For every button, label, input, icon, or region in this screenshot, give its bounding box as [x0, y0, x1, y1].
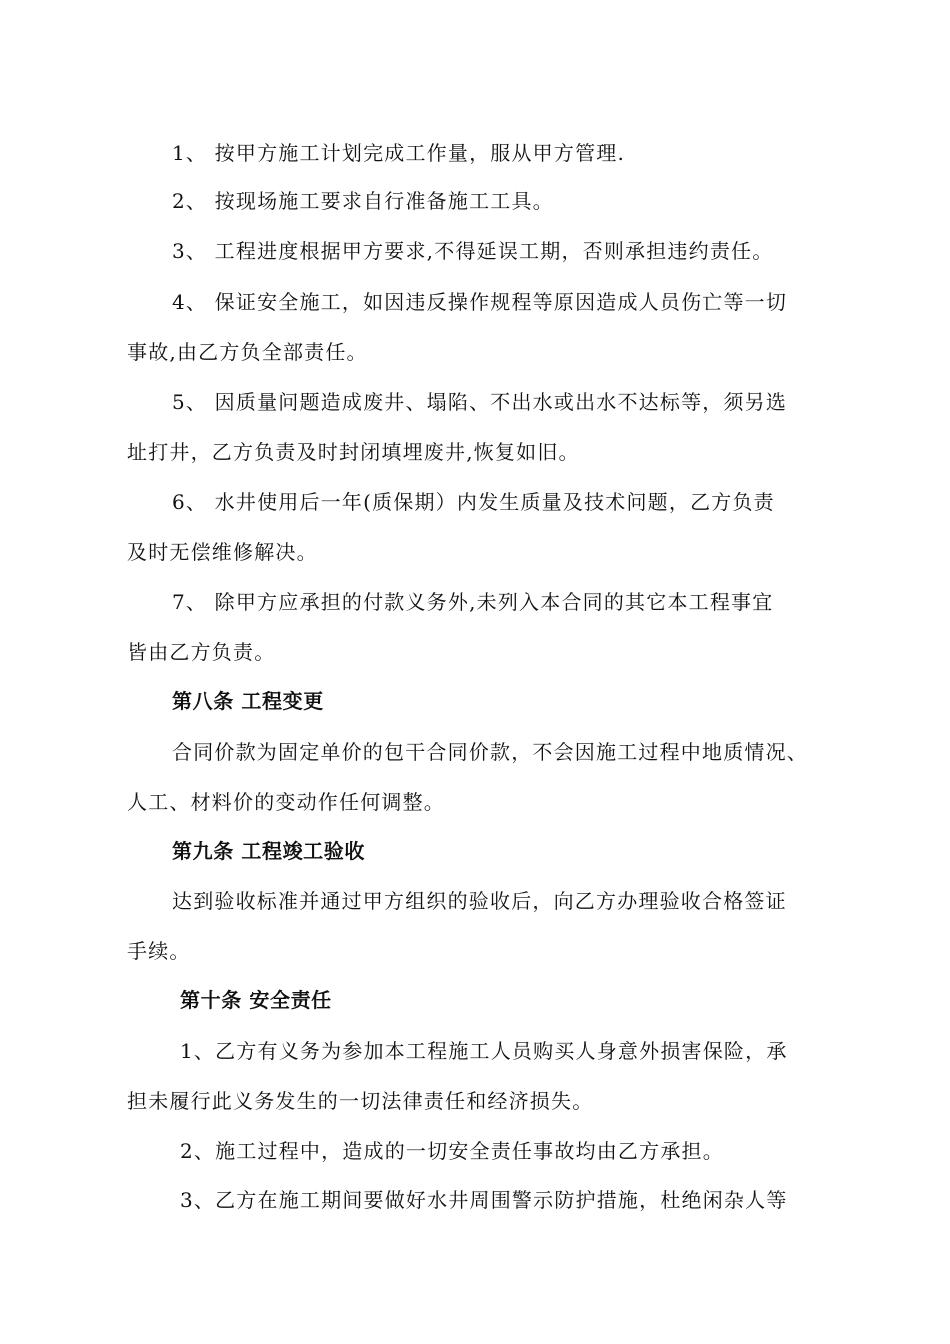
article-8-heading: 第八条 工程变更	[172, 689, 324, 713]
clause-4-continued: 事故,由乙方负全部责任。	[127, 340, 368, 364]
article-9-text-line: 达到验收标准并通过甲方组织的验收后，向乙方办理验收合格签证	[172, 889, 787, 913]
article-10-clause-1-continued: 担未履行此义务发生的一切法律责任和经济损失。	[127, 1089, 594, 1113]
clause-3: 3、 工程进度根据甲方要求,不得延误工期，否则承担违约责任。	[172, 239, 774, 263]
clause-6: 6、 水井使用后一年(质保期）内发生质量及技术问题，乙方负责	[172, 490, 775, 514]
clause-5: 5、 因质量问题造成废井、塌陷、不出水或出水不达标等，须另选	[172, 390, 788, 414]
article-9-heading: 第九条 工程竣工验收	[172, 839, 365, 863]
clause-7-continued: 皆由乙方负责。	[127, 640, 276, 664]
clause-2: 2、 按现场施工要求自行准备施工工具。	[172, 189, 554, 213]
article-8-text-line: 人工、材料价的变动作任何调整。	[127, 790, 445, 814]
article-10-clause-1: 1、乙方有义务为参加本工程施工人员购买人身意外损害保险，承	[180, 1039, 788, 1063]
article-10-heading: 第十条 安全责任	[180, 988, 332, 1012]
article-8-text-line: 合同价款为固定单价的包干合同价款，不会因施工过程中地质情况、	[172, 740, 808, 764]
clause-4: 4、 保证安全施工，如因违反操作规程等原因造成人员伤亡等一切	[172, 290, 788, 314]
clause-1: 1、 按甲方施工计划完成工作量，服从甲方管理.	[172, 141, 626, 165]
article-9-text-line: 手续。	[127, 939, 191, 963]
article-10-clause-2: 2、施工过程中，造成的一切安全责任事故均由乙方承担。	[180, 1139, 724, 1163]
article-10-clause-3: 3、乙方在施工期间要做好水井周围警示防护措施，杜绝闲杂人等	[180, 1188, 788, 1212]
clause-6-continued: 及时无偿维修解决。	[127, 540, 318, 564]
clause-7: 7、 除甲方应承担的付款义务外,未列入本合同的其它本工程事宜	[172, 590, 774, 614]
clause-5-continued: 址打井，乙方负责及时封闭填埋废井,恢复如旧。	[127, 440, 580, 464]
